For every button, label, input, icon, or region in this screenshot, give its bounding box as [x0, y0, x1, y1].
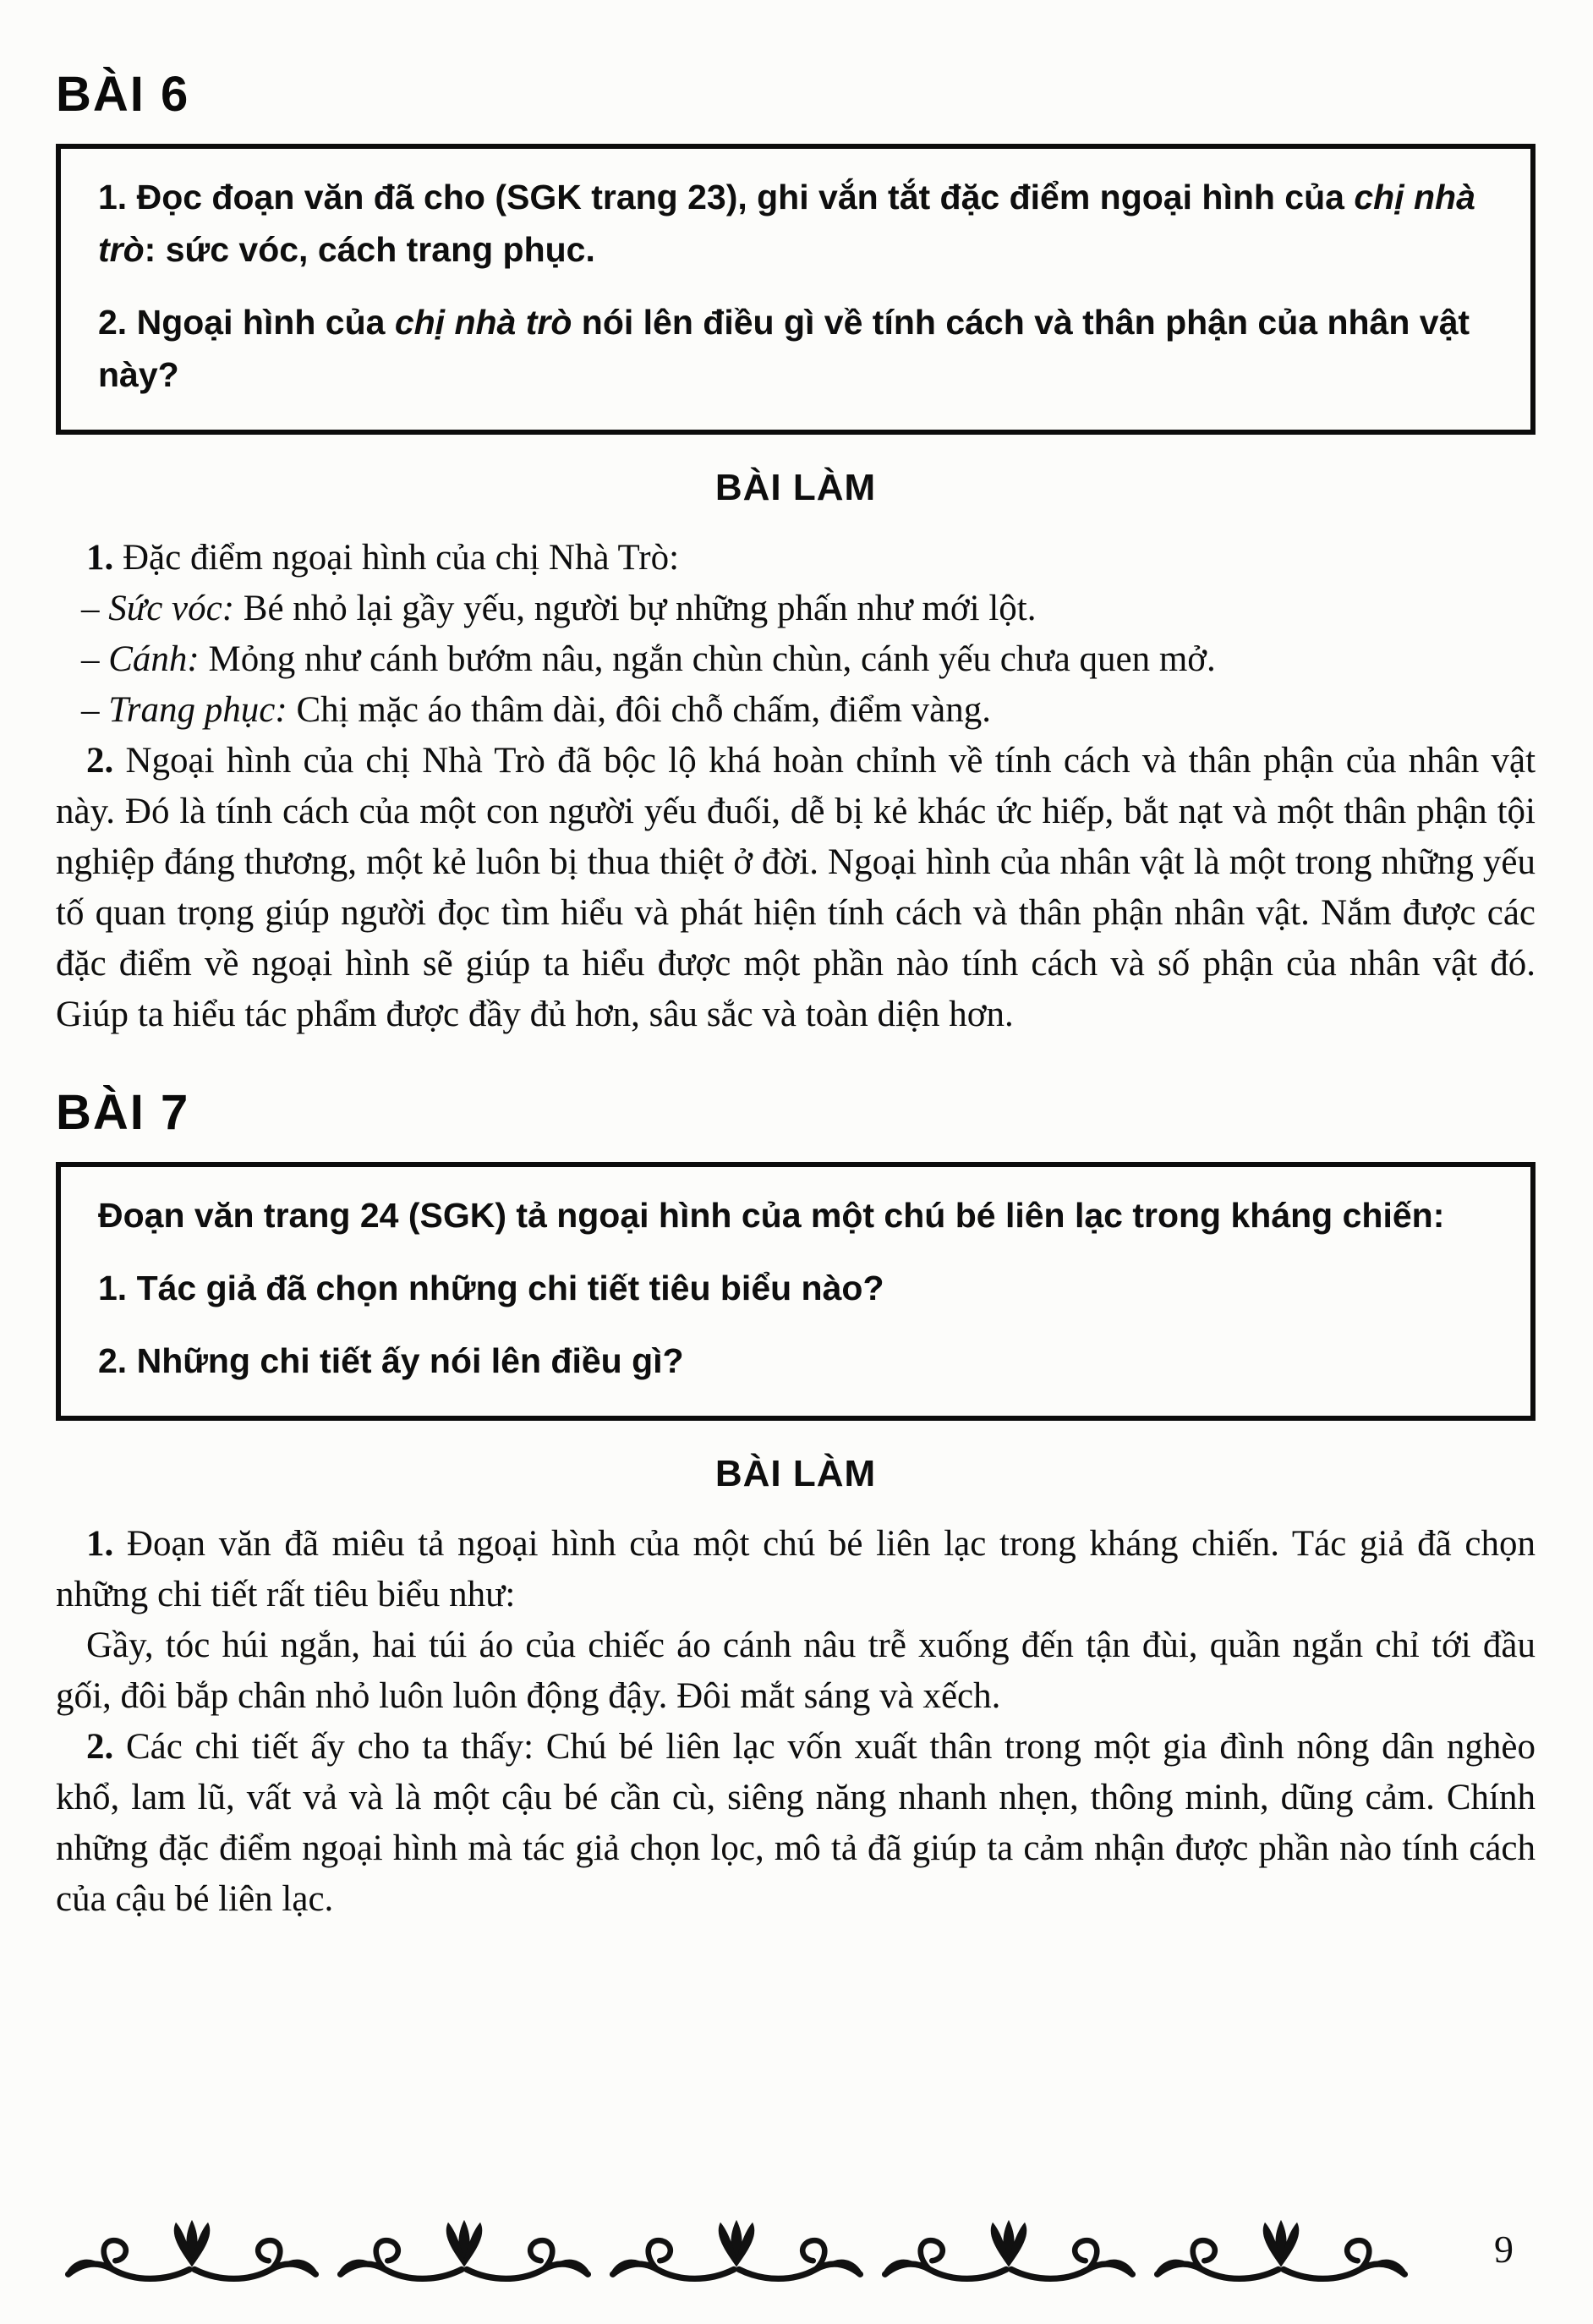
question-emphasis: chị nhà trò [98, 178, 1475, 269]
dash-marker: – [81, 690, 109, 730]
floral-flourish-ornament-icon [56, 2212, 328, 2287]
answer-paragraph [56, 736, 1536, 1040]
question-text: 1. Đọc đoạn văn đã cho (SGK trang 23), ghi vắn tắt đặc điểm ngoại hình của [98, 178, 1355, 217]
list-item-text: Mỏng như cánh bướm nâu, ngắn chùn chùn, cánh yếu chưa quen mở. [199, 639, 1216, 679]
floral-flourish-ornament-icon [1145, 2212, 1417, 2287]
question-text: : sức vóc, cách trang phục. [144, 230, 595, 269]
paragraph-number: 2. [86, 1727, 126, 1767]
bai7-intro: Đoạn văn trang 24 (SGK) tả ngoại hình của một chú bé liên lạc trong kháng chiến: [98, 1196, 1445, 1235]
bai6-bailam-heading: BÀI LÀM [714, 467, 877, 508]
floral-flourish-ornament-icon [873, 2212, 1145, 2287]
bai7-question-1: 1. Tác giả đã chọn những chi tiết tiêu biểu nào? [98, 1269, 884, 1307]
list-item-label: Sức vóc: [108, 589, 235, 628]
list-item-label: Cánh: [108, 639, 200, 679]
paragraph-text: Đặc điểm ngoại hình của chị Nhà Trò: [123, 538, 680, 578]
list-item-text: Chị mặc áo thâm dài, đôi chỗ chấm, điểm vàng. [287, 690, 991, 730]
list-item-label: Trang phục: [108, 690, 287, 730]
bai7-answer [56, 1519, 1536, 1925]
bai6-question-1 [98, 171, 1497, 276]
dash-marker: – [81, 639, 109, 679]
answer-paragraph [56, 1519, 1536, 1620]
list-item-text: Bé nhỏ lại gầy yếu, người bự những phấn như mới lột. [234, 589, 1037, 628]
question-text: 2. Ngoại hình của [98, 303, 395, 342]
page-number: 9 [1494, 2228, 1514, 2271]
answer-list-item [56, 634, 1536, 685]
question-box-bai7 [56, 1162, 1536, 1421]
answer-paragraph: Gầy, tóc húi ngắn, hai túi áo của chiếc áo cánh nâu trễ xuống đến tận đùi, quần ngắn chỉ tới đầu gối, đôi bắp chân nhỏ luôn luôn động đậy. Đôi mắt sáng và xếch. [56, 1625, 1536, 1716]
bai6-answer [56, 533, 1536, 1040]
paragraph-number: 1. [86, 1524, 127, 1564]
answer-paragraph [56, 533, 1536, 584]
bai7-question-2: 2. Những chi tiết ấy nói lên điều gì? [98, 1341, 684, 1380]
question-box-bai6 [56, 144, 1536, 435]
bai6-question-2 [98, 296, 1497, 401]
footer-ornament-row [56, 2212, 1455, 2287]
paragraph-number: 2. [86, 741, 126, 781]
paragraph-text: Đoạn văn đã miêu tả ngoại hình của một chú bé liên lạc trong kháng chiến. Tác giả đã chọn những chi tiết rất tiêu biểu như: [56, 1524, 1536, 1614]
question-text: nói lên điều gì về tính cách và thân phận của nhân vật này? [98, 303, 1470, 394]
paragraph-text: Các chi tiết ấy cho ta thấy: Chú bé liên lạc vốn xuất thân trong một gia đình nông dân nghèo khổ, lam lũ, vất vả và là một cậu bé cần cù, siêng năng nhanh nhẹn, thông minh, dũng cảm. Chính những đặc điểm ngoại hình mà tác giả chọn lọc, mô tả đã giúp ta cảm nhận được phần nào tính cách của cậu bé liên lạc. [56, 1727, 1536, 1919]
answer-paragraph [56, 1722, 1536, 1925]
bai7-title: BÀI 7 [56, 1085, 190, 1140]
question-emphasis: chị nhà trò [394, 303, 572, 342]
page-footer [56, 2212, 1536, 2287]
paragraph-text: Ngoại hình của chị Nhà Trò đã bộc lộ khá hoàn chỉnh về tính cách và thân phận của nhân vật này. Đó là tính cách của một con người yếu đuối, dễ bị kẻ khác ức hiếp, bắt nạt và một thân phận tội nghiệp đáng thương, một kẻ luôn bị thua thiệt ở đời. Ngoại hình của nhân vật là một trong những yếu tố quan trọng giúp người đọc tìm hiểu và phát hiện tính cách và thân phận nhân vật. Nắm được các đặc điểm về ngoại hình sẽ giúp ta hiểu được một phần nào tính cách và số phận của nhân vật đó. Giúp ta hiểu tác phẩm được đầy đủ hơn, sâu sắc và toàn diện hơn. [56, 741, 1536, 1034]
answer-list-item [56, 685, 1536, 736]
floral-flourish-ornament-icon [328, 2212, 600, 2287]
dash-marker: – [81, 589, 109, 628]
bai7-bailam-heading: BÀI LÀM [714, 1453, 877, 1494]
answer-list-item [56, 584, 1536, 634]
floral-flourish-ornament-icon [600, 2212, 873, 2287]
bai6-title: BÀI 6 [56, 67, 190, 122]
paragraph-number: 1. [86, 538, 123, 578]
